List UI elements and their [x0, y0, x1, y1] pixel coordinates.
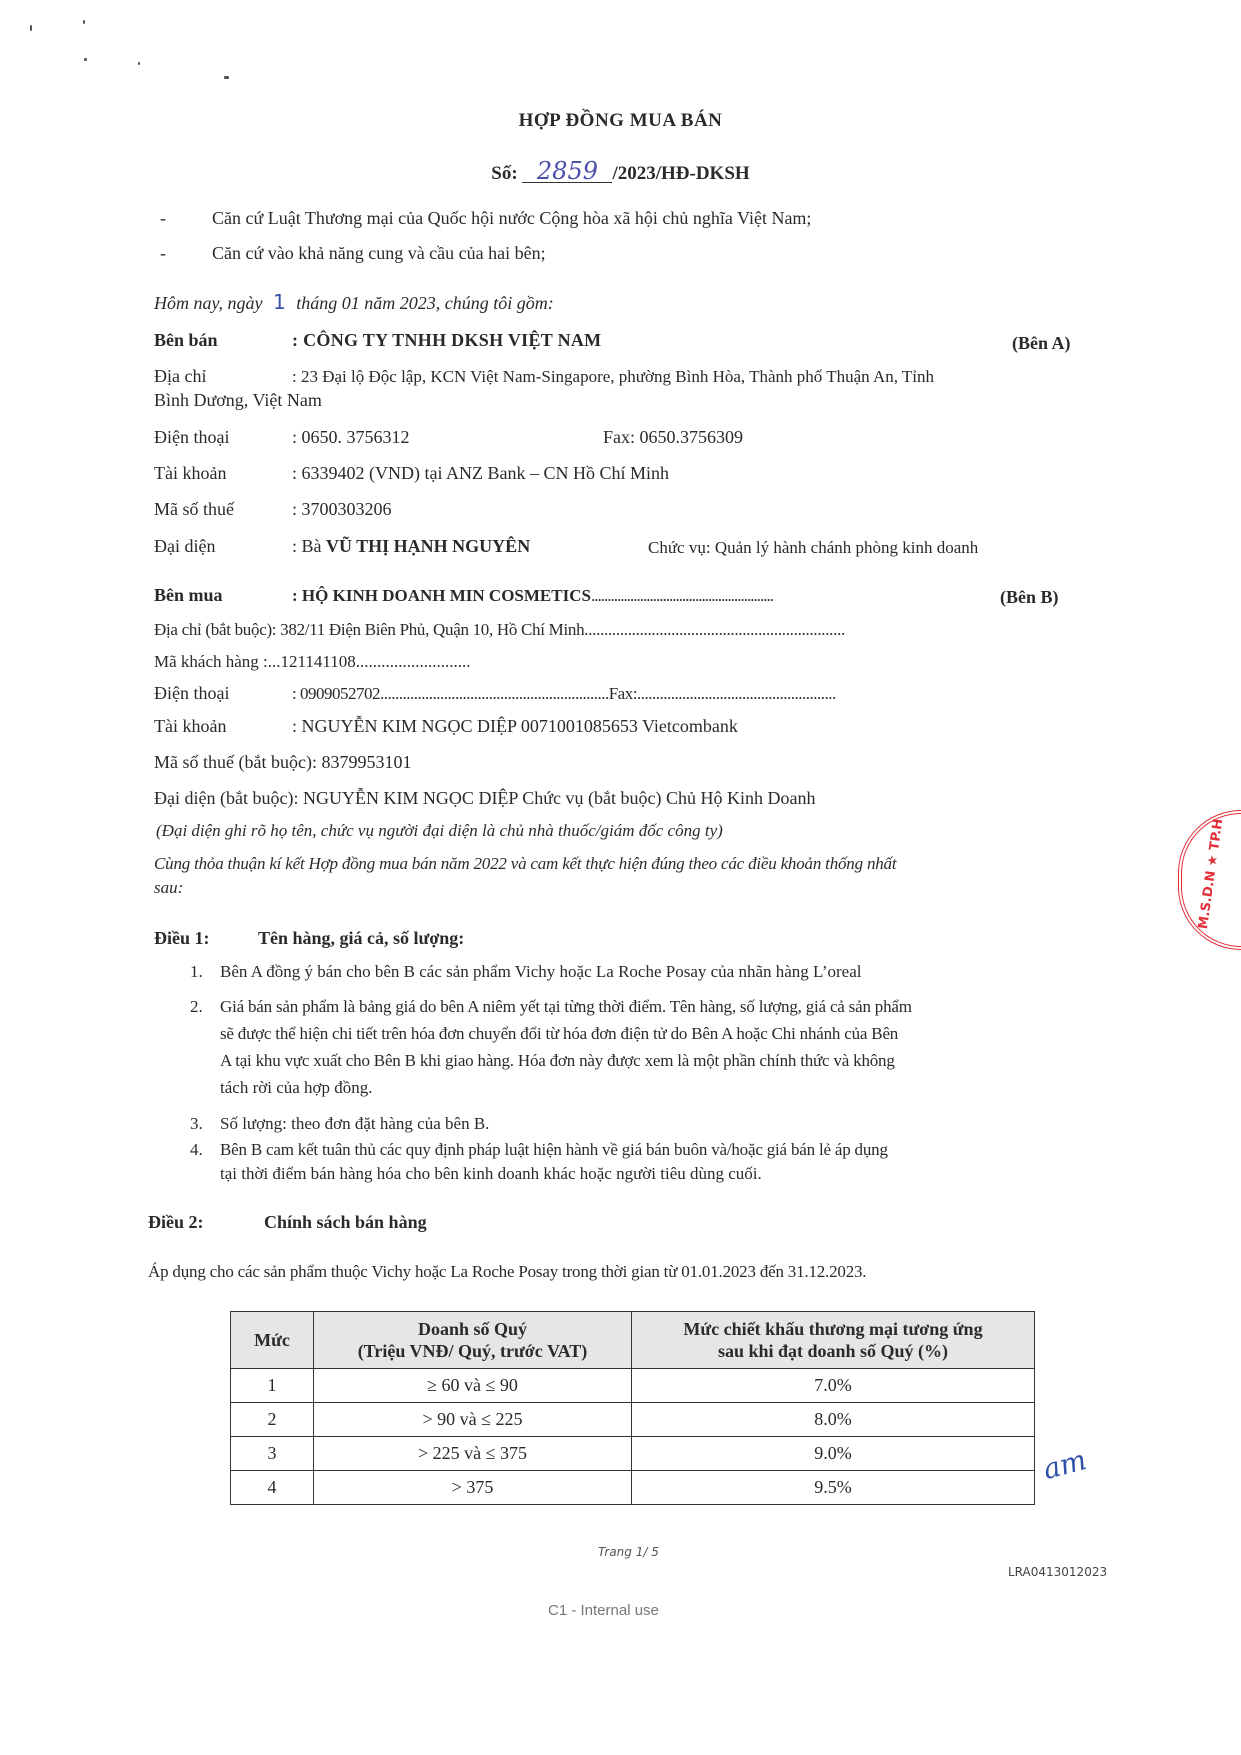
seller-name: : CÔNG TY TNHH DKSH VIỆT NAM [292, 330, 602, 350]
document-code: LRA0413012023 [1008, 1565, 1108, 1579]
buyer-name-dots: ........................................................ [590, 586, 773, 605]
seller-label: Bên bán [154, 330, 218, 350]
buyer-rep: Đại diện (bắt buộc): NGUYỄN KIM NGỌC DIỆP Chức vụ (bắt buộc) Chủ Hộ Kinh Doanh [154, 788, 816, 808]
cell-level: 4 [231, 1471, 314, 1505]
seller-rep-prefix: : Bà [292, 536, 322, 556]
article1-item-line: Số lượng: theo đơn đặt hàng của bên B. [220, 1114, 490, 1133]
article1-label: Điều 1: [154, 928, 210, 948]
preamble-dash: - [160, 243, 166, 263]
article2-label: Điều 2: [148, 1212, 204, 1232]
seller-rep [292, 536, 530, 557]
document-title: HỢP ĐỒNG MUA BÁN [518, 110, 723, 131]
seller-account-label: Tài khoản [154, 463, 227, 483]
article1-title: Tên hàng, giá cả, số lượng: [258, 928, 465, 948]
date-line [154, 290, 554, 314]
seller-address-label: Địa chỉ [154, 366, 207, 386]
preamble-item: Căn cứ Luật Thương mại của Quốc hội nước Cộng hòa xã hội chủ nghĩa Việt Nam; [212, 208, 812, 228]
buyer-name [292, 586, 773, 606]
article1-item-number: 3. [190, 1114, 203, 1133]
discount-table [230, 1311, 1035, 1505]
header-level: Mức [231, 1312, 314, 1369]
cell-level: 1 [231, 1369, 314, 1403]
buyer-account-label: Tài khoản [154, 716, 227, 736]
seller-party: (Bên A) [1012, 333, 1071, 353]
seller-tax-label: Mã số thuế [154, 499, 234, 519]
classification-label: C1 - Internal use [548, 1602, 659, 1619]
seller-rep-name: VŨ THỊ HẠNH NGUYÊN [326, 536, 531, 556]
cell-sales: > 90 và ≤ 225 [314, 1403, 632, 1437]
header-discount-line1: Mức chiết khấu thương mại tương ứng [683, 1319, 983, 1339]
cell-sales: > 225 và ≤ 375 [314, 1437, 632, 1471]
scan-speck [224, 76, 229, 79]
buyer-customer-code: Mã khách hàng :...121141108........................... [154, 652, 471, 671]
article2-title: Chính sách bán hàng [264, 1212, 427, 1232]
table-header-row [231, 1312, 1035, 1369]
agreement-line1: Cùng thỏa thuận kí kết Hợp đồng mua bán năm 2022 và cam kết thực hiện đúng theo các điều khoản thống nhất [154, 854, 897, 873]
article1-item-line: Bên A đồng ý bán cho bên B các sản phẩm Vichy hoặc La Roche Posay của nhãn hàng L’oreal [220, 962, 862, 981]
header-sales-line1: Doanh số Quý [417, 1319, 528, 1339]
buyer-rep-note: (Đại diện ghi rõ họ tên, chức vụ người đại diện là chủ nhà thuốc/giám đốc công ty) [156, 821, 723, 840]
cell-discount: 9.0% [632, 1437, 1035, 1471]
header-sales [314, 1312, 632, 1369]
buyer-phone: : 0909052702.............................................................Fax:..................................................... [292, 684, 836, 703]
buyer-phone-label: Điện thoại [154, 683, 230, 703]
article1-item-line: Bên B cam kết tuân thủ các quy định pháp luật hiện hành về giá bán buôn và/hoặc giá bán lẻ áp dụng [220, 1140, 888, 1159]
contract-number [0, 157, 1241, 185]
contract-number-suffix: /2023/HĐ-DKSH [612, 163, 750, 184]
agreement-line2: sau: [154, 878, 184, 897]
article1-item-number: 1. [190, 962, 203, 981]
table-row [231, 1471, 1035, 1505]
header-discount-line2: sau khi đạt doanh số Quý (%) [717, 1341, 949, 1361]
buyer-name-text: : HỘ KINH DOANH MIN COSMETICS [292, 586, 591, 605]
preamble-item: Căn cứ vào khả năng cung và cầu của hai bên; [212, 243, 546, 263]
table-row [231, 1437, 1035, 1471]
seller-fax: Fax: 0650.3756309 [603, 427, 744, 447]
page-number: Trang 1/ 5 [598, 1545, 659, 1559]
date-after: tháng 01 năm 2023, chúng tôi gồm: [296, 293, 554, 313]
buyer-label: Bên mua [154, 585, 223, 605]
seller-rep-label: Đại diện [154, 536, 216, 556]
contract-number-handwritten: 2859 [522, 160, 612, 183]
buyer-party: (Bên B) [1000, 587, 1059, 607]
table-row [231, 1403, 1035, 1437]
table-row [231, 1369, 1035, 1403]
buyer-address: Địa chỉ (bắt buộc): 382/11 Điện Biên Phủ, Quận 10, Hồ Chí Minh.................................................................. [154, 620, 845, 639]
seller-address-line1: : 23 Đại lộ Độc lập, KCN Việt Nam-Singapore, phường Bình Hòa, Thành phố Thuận An, Tỉnh [292, 367, 935, 386]
article1-item-number: 2. [190, 997, 203, 1016]
contract-number-prefix: Số: [491, 163, 518, 184]
seller-rep-position: Chức vụ: Quản lý hành chánh phòng kinh doanh [648, 538, 979, 557]
cell-discount: 7.0% [632, 1369, 1035, 1403]
article1-item-line: tại thời điểm bán hàng hóa cho bên kinh doanh khác hoặc người tiêu dùng cuối. [220, 1164, 762, 1183]
scan-speck [138, 62, 140, 65]
seller-tax: : 3700303206 [292, 499, 392, 519]
cell-discount: 8.0% [632, 1403, 1035, 1437]
cell-sales: ≥ 60 và ≤ 90 [314, 1369, 632, 1403]
article1-item-line: sẽ được thể hiện chi tiết trên hóa đơn chuyển đổi từ hóa đơn điện tử do Bên A hoặc Chi nhánh của Bên [220, 1024, 899, 1043]
handwritten-initials: am [1039, 1442, 1090, 1487]
header-sales-line2: (Triệu VNĐ/ Quý, trước VAT) [357, 1341, 588, 1361]
date-day-handwritten: 1 [272, 290, 286, 314]
scan-speck [30, 25, 32, 31]
preamble-dash: - [160, 208, 166, 228]
buyer-account: : NGUYỄN KIM NGỌC DIỆP 0071001085653 Vietcombank [292, 716, 738, 736]
article1-item-line: A tại khu vực xuất cho Bên B khi giao hàng. Hóa đơn này được xem là một phần chính thức và không [220, 1051, 895, 1070]
scan-speck [83, 20, 85, 24]
article1-item-line: Giá bán sản phẩm là bảng giá do bên A niêm yết tại từng thời điểm. Tên hàng, số lượng, giá cả sản phẩm [220, 997, 912, 1016]
header-discount [632, 1312, 1035, 1369]
article1-item-number: 4. [190, 1140, 203, 1159]
cell-level: 3 [231, 1437, 314, 1471]
cell-sales: > 375 [314, 1471, 632, 1505]
seller-phone: : 0650. 3756312 [292, 427, 410, 447]
seller-account: : 6339402 (VND) tại ANZ Bank – CN Hồ Chí Minh [292, 463, 669, 483]
date-before: Hôm nay, ngày [154, 293, 263, 313]
article2-intro: Áp dụng cho các sản phẩm thuộc Vichy hoặc La Roche Posay trong thời gian từ 01.01.2023 đến 31.12.2023. [148, 1262, 867, 1281]
buyer-tax: Mã số thuế (bắt buộc): 8379953101 [154, 752, 412, 772]
seller-address-line2: Bình Dương, Việt Nam [154, 390, 322, 410]
cell-level: 2 [231, 1403, 314, 1437]
article1-item-line: tách rời của hợp đồng. [220, 1078, 373, 1097]
cell-discount: 9.5% [632, 1471, 1035, 1505]
stamp-text: M.S.D.N ★ TP.H [1196, 817, 1227, 931]
company-stamp [1178, 810, 1241, 950]
seller-phone-label: Điện thoại [154, 427, 230, 447]
scan-speck [84, 58, 87, 61]
